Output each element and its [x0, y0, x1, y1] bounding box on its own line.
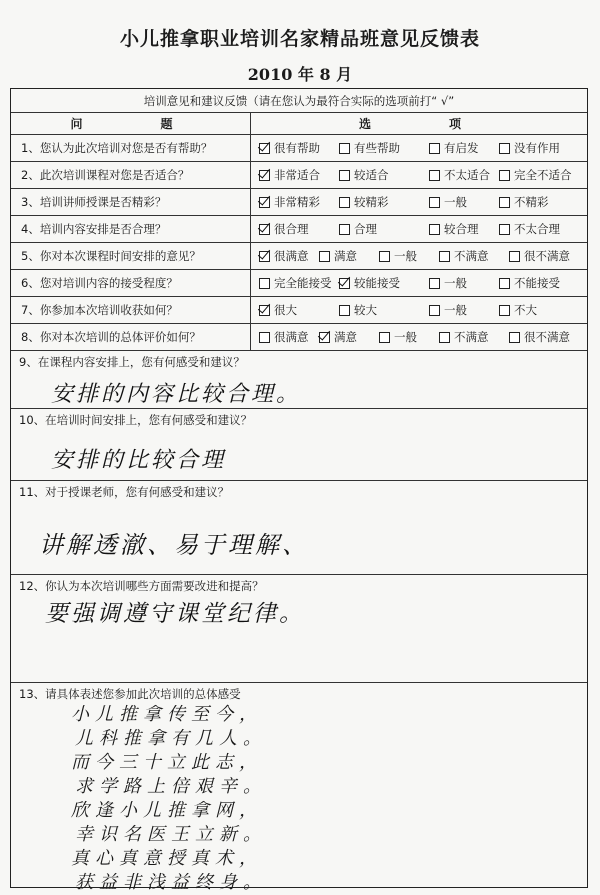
option-item[interactable] [509, 329, 570, 345]
question-options [251, 324, 587, 350]
option-item[interactable] [259, 275, 332, 291]
option-item[interactable] [499, 221, 560, 237]
question-label: 2、此次培训课程对您是否适合？ [11, 162, 251, 188]
open-question-label: 10、在培训时间安排上，您有何感受和建议？ [19, 413, 253, 427]
option-label: 很合理 [274, 222, 309, 236]
open-question-10 [11, 409, 587, 481]
handwritten-answer: 安排的内容比较合理。 [51, 382, 302, 407]
poem-line: 小儿推拿传至今， [71, 704, 263, 725]
option-item[interactable] [379, 248, 417, 264]
column-header-row [11, 113, 587, 135]
checkbox[interactable] [319, 251, 330, 262]
checkbox[interactable] [379, 251, 390, 262]
checkbox[interactable] [339, 305, 350, 316]
poem-line: 获益非浅益终身。 [75, 872, 267, 893]
checkbox[interactable] [339, 197, 350, 208]
poem-line: 欣逢小儿推拿网， [71, 800, 263, 821]
question-row [11, 189, 587, 216]
checkbox[interactable] [429, 143, 440, 154]
option-label: 满意 [334, 249, 357, 263]
option-item[interactable] [339, 221, 377, 237]
option-item[interactable] [499, 302, 537, 318]
question-row [11, 135, 587, 162]
option-label: 一般 [394, 249, 417, 263]
option-item[interactable] [259, 140, 320, 156]
option-label: 较精彩 [354, 195, 389, 209]
option-item[interactable] [339, 140, 400, 156]
option-label: 较能接受 [354, 276, 400, 290]
option-label: 完全能接受 [274, 276, 332, 290]
question-row [11, 162, 587, 189]
option-item[interactable] [429, 140, 479, 156]
poem-line: 求学路上倍艰辛。 [75, 776, 267, 797]
checkbox[interactable] [499, 143, 510, 154]
option-label: 不太适合 [444, 168, 490, 182]
question-label: 8、你对本次培训的总体评价如何？ [11, 324, 251, 350]
option-item[interactable] [259, 302, 297, 318]
column-header-options: 选 项 [358, 117, 479, 131]
option-item[interactable] [379, 329, 417, 345]
option-label: 很有帮助 [274, 141, 320, 155]
checkbox[interactable] [439, 332, 450, 343]
poem-line: 真心真意授真术， [71, 848, 263, 869]
option-label: 很不满意 [524, 249, 570, 263]
option-label: 很满意 [274, 330, 309, 344]
option-item[interactable] [429, 194, 467, 210]
option-label: 一般 [394, 330, 417, 344]
option-item[interactable] [259, 221, 309, 237]
poem-line: 幸识名医王立新。 [75, 824, 267, 845]
option-label: 一般 [444, 276, 467, 290]
checkbox[interactable] [499, 197, 510, 208]
option-item[interactable] [439, 248, 489, 264]
question-options [251, 297, 587, 323]
option-label: 一般 [444, 195, 467, 209]
option-item[interactable] [429, 221, 479, 237]
open-question-9 [11, 351, 587, 409]
option-label: 较大 [354, 303, 377, 317]
question-row [11, 243, 587, 270]
option-label: 很大 [274, 303, 297, 317]
option-label: 很满意 [274, 249, 309, 263]
option-label: 没有作用 [514, 141, 560, 155]
open-question-11 [11, 481, 587, 575]
checkbox[interactable] [439, 251, 450, 262]
question-label: 7、你参加本次培训收获如何？ [11, 297, 251, 323]
option-item[interactable] [259, 167, 320, 183]
option-label: 不满意 [454, 249, 489, 263]
checked-checkbox[interactable] [319, 332, 330, 343]
checkbox[interactable] [509, 332, 520, 343]
poem-line: 而今三十立此志， [71, 752, 263, 773]
option-item[interactable] [499, 140, 560, 156]
option-label: 完全不适合 [514, 168, 572, 182]
checkbox[interactable] [379, 332, 390, 343]
option-item[interactable] [499, 194, 549, 210]
option-label: 有启发 [444, 141, 479, 155]
open-question-label: 13、请具体表述您参加此次培训的总体感受 [19, 687, 241, 701]
option-label: 满意 [334, 330, 357, 344]
question-label: 3、培训讲师授课是否精彩？ [11, 189, 251, 215]
question-options [251, 162, 587, 188]
option-item[interactable] [339, 275, 400, 291]
checkbox[interactable] [429, 170, 440, 181]
checkbox[interactable] [429, 224, 440, 235]
option-item[interactable] [259, 194, 320, 210]
checked-checkbox[interactable] [259, 251, 270, 262]
column-header-question: 问 题 [11, 113, 251, 134]
open-question-label: 11、对于授课老师，您有何感受和建议？ [19, 485, 230, 499]
checkbox[interactable] [429, 305, 440, 316]
option-item[interactable] [499, 275, 560, 291]
option-item[interactable] [439, 329, 489, 345]
question-row [11, 216, 587, 243]
checked-checkbox[interactable] [339, 278, 350, 289]
feedback-form [10, 88, 588, 893]
option-label: 不能接受 [514, 276, 560, 290]
checkbox[interactable] [499, 170, 510, 181]
question-options [251, 216, 587, 242]
checkbox[interactable] [509, 251, 520, 262]
checkbox[interactable] [339, 224, 350, 235]
option-label: 非常适合 [274, 168, 320, 182]
question-row [11, 297, 587, 324]
option-label: 较适合 [354, 168, 389, 182]
checked-checkbox[interactable] [259, 143, 270, 154]
checkbox[interactable] [429, 197, 440, 208]
question-options [251, 135, 587, 161]
option-item[interactable] [499, 167, 572, 183]
checkbox[interactable] [339, 170, 350, 181]
question-options [251, 270, 587, 296]
poem-line: 儿科推拿有几人。 [75, 728, 267, 749]
option-label: 较合理 [444, 222, 479, 236]
question-label: 6、您对培训内容的接受程度？ [11, 270, 251, 296]
option-item[interactable] [259, 248, 309, 264]
question-options [251, 189, 587, 215]
open-question-12 [11, 575, 587, 683]
option-item[interactable] [319, 329, 357, 345]
instruction-row [11, 89, 587, 113]
checked-checkbox[interactable] [259, 170, 270, 181]
option-item[interactable] [339, 167, 389, 183]
checkbox[interactable] [499, 305, 510, 316]
handwritten-answer: 要强调遵守课堂纪律。 [45, 601, 305, 627]
option-item[interactable] [259, 329, 309, 345]
question-label: 1、您认为此次培训对您是否有帮助？ [11, 135, 251, 161]
option-label: 一般 [444, 303, 467, 317]
option-label: 合理 [354, 222, 377, 236]
checked-checkbox[interactable] [259, 224, 270, 235]
open-question-label: 9、在课程内容安排上，您有何感受和建议？ [19, 355, 245, 369]
form-date: 2010 年 8 月 [247, 65, 353, 84]
option-item[interactable] [339, 194, 389, 210]
question-label: 5、你对本次课程时间安排的意见？ [11, 243, 251, 269]
checkbox[interactable] [259, 278, 270, 289]
checkbox[interactable] [259, 332, 270, 343]
option-label: 非常精彩 [274, 195, 320, 209]
question-options [251, 243, 587, 269]
question-label: 4、培训内容安排是否合理？ [11, 216, 251, 242]
instruction-text: 培训意见和建议反馈（请在您认为最符合实际的选项前打“ √” [143, 94, 455, 108]
option-item[interactable] [509, 248, 570, 264]
option-label: 不太合理 [514, 222, 560, 236]
option-label: 不精彩 [514, 195, 549, 209]
handwritten-answer: 讲解透澈、易于理解、 [39, 531, 309, 559]
question-row [11, 270, 587, 297]
checkbox[interactable] [429, 278, 440, 289]
checkbox[interactable] [499, 278, 510, 289]
question-row [11, 324, 587, 351]
option-label: 不满意 [454, 330, 489, 344]
checkbox[interactable] [339, 143, 350, 154]
option-label: 很不满意 [524, 330, 570, 344]
form-title: 小儿推拿职业培训名家精品班意见反馈表 [119, 28, 480, 50]
option-item[interactable] [319, 248, 357, 264]
option-item[interactable] [429, 167, 490, 183]
handwritten-poem [71, 703, 267, 895]
open-question-label: 12、你认为本次培训哪些方面需要改进和提高？ [19, 579, 264, 593]
handwritten-answer: 安排的比较合理 [51, 448, 227, 473]
option-item[interactable] [429, 275, 467, 291]
checked-checkbox[interactable] [259, 197, 270, 208]
open-question-13 [11, 683, 587, 893]
option-item[interactable] [339, 302, 377, 318]
option-label: 不大 [514, 303, 537, 317]
option-item[interactable] [429, 302, 467, 318]
checked-checkbox[interactable] [259, 305, 270, 316]
option-label: 有些帮助 [354, 141, 400, 155]
checkbox[interactable] [499, 224, 510, 235]
